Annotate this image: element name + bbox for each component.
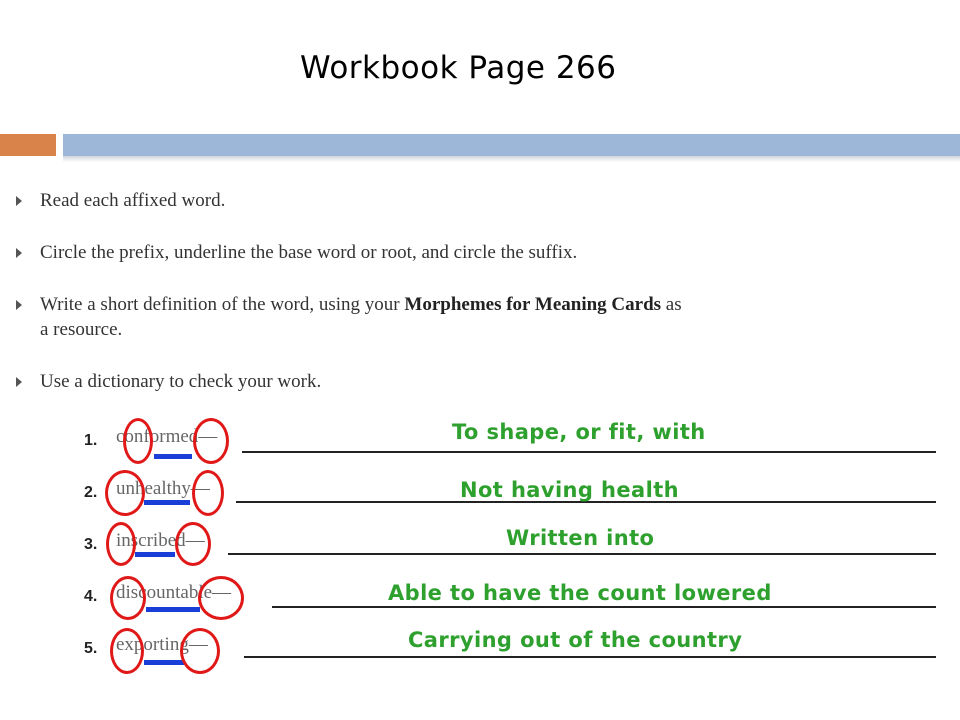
suffix-circle [198, 576, 244, 620]
suffix-circle [192, 470, 224, 516]
root-underline [144, 660, 184, 665]
instruction-text: Read each affixed word. [40, 190, 226, 211]
prefix-circle [110, 628, 144, 674]
answer-text: Carrying out of the country [408, 628, 743, 652]
triangle-bullet-icon [16, 300, 22, 310]
answer-text: Able to have the count lowered [388, 581, 772, 605]
root-underline [146, 607, 200, 612]
prefix-circle [123, 418, 153, 464]
exercise-word: unhealthy— [116, 478, 210, 499]
exercise-number: 2. [84, 484, 98, 501]
suffix-circle [180, 628, 220, 674]
exercise-row [0, 576, 960, 626]
instruction-text: as [661, 294, 682, 315]
suffix-circle [193, 418, 229, 464]
header-accent-blue [63, 134, 960, 156]
instruction-bold-text: Morphemes for Meaning Cards [404, 294, 662, 315]
page-title: Workbook Page 266 [300, 50, 617, 86]
prefix-circle [106, 522, 136, 566]
exercise-row [0, 418, 960, 468]
header-accent-orange [0, 134, 56, 156]
prefix-circle [110, 576, 146, 620]
exercise-row [0, 624, 960, 674]
exercise-word: exporting— [116, 634, 208, 655]
prefix-circle [105, 470, 145, 516]
suffix-circle [175, 522, 211, 566]
exercise-number: 3. [84, 536, 98, 553]
root-underline [135, 552, 175, 557]
answer-text: Written into [506, 526, 655, 550]
exercise-word: conformed— [116, 426, 218, 447]
exercise-row [0, 470, 960, 520]
triangle-bullet-icon [16, 196, 22, 206]
answer-line [272, 606, 936, 608]
exercise-row [0, 522, 960, 572]
exercise-number: 4. [84, 588, 98, 605]
answer-line [244, 656, 936, 658]
answer-line [228, 553, 936, 555]
instruction-text: Write a short definition of the word, using your [40, 294, 405, 315]
exercise-number: 1. [84, 432, 98, 449]
instruction-item [40, 369, 321, 394]
exercise-word: discountable— [116, 582, 232, 603]
triangle-bullet-icon [16, 377, 22, 387]
answer-text: Not having health [460, 478, 680, 502]
instruction-text: Use a dictionary to check your work. [40, 371, 322, 392]
header-shadow [63, 156, 960, 162]
exercise-number: 5. [84, 640, 98, 657]
answer-text: To shape, or fit, with [452, 420, 706, 444]
instruction-text: a resource. [40, 319, 123, 340]
instruction-item [40, 240, 577, 265]
triangle-bullet-icon [16, 248, 22, 258]
instruction-item [40, 292, 682, 342]
root-underline [154, 454, 192, 459]
exercise-word: inscribed— [116, 530, 205, 551]
instruction-item [40, 188, 225, 213]
root-underline [144, 500, 190, 505]
answer-line [242, 451, 936, 453]
instruction-text: Circle the prefix, underline the base word or root, and circle the suffix. [40, 242, 578, 263]
